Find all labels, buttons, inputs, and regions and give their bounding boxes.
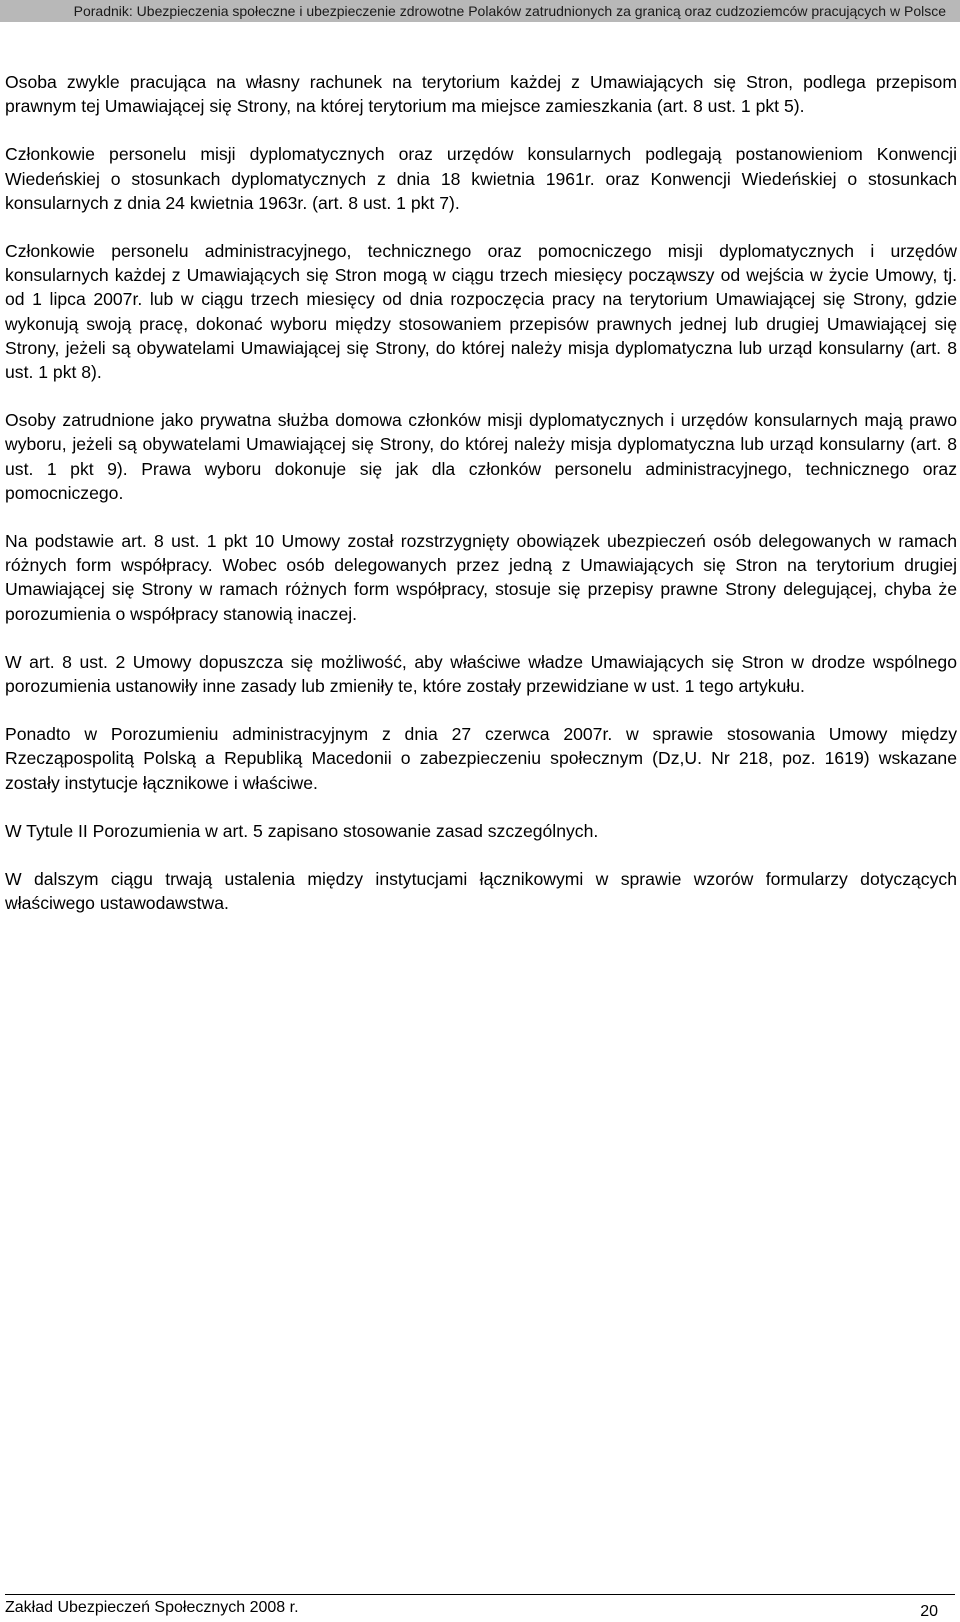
paragraph-administrative-agreement: Ponadto w Porozumieniu administracyjnym z dnia 27 czerwca 2007r. w sprawie stosowania Umowy między Rzecząpospolitą Polską a Republiką Macedonii o zabezpieczeniu społecznym (Dz,U. Nr 218, poz. 1619) wskazane zostały instytucje łącznikowe i właściwe. <box>5 724 957 793</box>
paragraph-article-8-2: W art. 8 ust. 2 Umowy dopuszcza się możliwość, aby właściwe władze Umawiających się Stron w drodze wspólnego porozumienia ustanowiły inne zasady lub zmieniły te, które zostały przewidziane w ust. 1 tego artykułu. <box>5 651 957 697</box>
paragraph-domestic-service: Osoby zatrudnione jako prywatna służba domowa członków misji dyplomatycznych i urzędów konsularnych mają prawo wyboru, jeżeli są obywatelami Umawiającej się Strony, do której należy misja dyplomatyczna lub urząd konsularny (art. 8 ust. 1 pkt 9). Prawa wyboru dokonuje się jak dla członków personelu administracyjnego, technicznego oraz pomocniczego. <box>5 410 957 503</box>
paragraph-self-employed: Osoba zwykle pracująca na własny rachunek na terytorium każdej z Umawiających się Stron, podlega przepisom prawnym tej Umawiającej się Strony, na której terytorium ma miejsce zamieszkania (art. 8 ust. 1 pkt 5). <box>5 72 957 117</box>
page-header <box>0 0 960 22</box>
paragraph-title-2: W Tytule II Porozumienia w art. 5 zapisano stosowanie zasad szczególnych. <box>5 820 599 841</box>
document-body <box>5 70 957 939</box>
paragraph-forms: W dalszym ciągu trwają ustalenia między instytucjami łącznikowymi w sprawie wzorów formularzy dotyczących właściwego ustawodawstwa. <box>5 869 957 914</box>
page-number: 20 <box>920 1603 938 1620</box>
paragraph-diplomatic-staff: Członkowie personelu misji dyplomatycznych oraz urzędów konsularnych podlegają postanowieniom Konwencji Wiedeńskiej o stosunkach dyplomatycznych z dnia 18 kwietnia 1961r. oraz Konwencji Wiedeńskiej o stosunkach konsularnych z dnia 24 kwietnia 1963r. (art. 8 ust. 1 pkt 7). <box>5 144 957 213</box>
paragraph-delegated-persons: Na podstawie art. 8 ust. 1 pkt 10 Umowy został rozstrzygnięty obowiązek ubezpieczeń osób delegowanych w ramach różnych form współpracy. Wobec osób delegowanych przez jedną z Umawiających się Stron na terytorium drugiej Umawiającej się Strony w ramach różnych form współpracy, stosuje się przepisy prawne Strony delegującej, chyba że porozumienia o współpracy stanowią inaczej. <box>5 531 957 624</box>
header-title: Poradnik: Ubezpieczenia społeczne i ubezpieczenie zdrowotne Polaków zatrudnionych za granicą oraz cudzoziemców pracujących w Polsce <box>73 3 946 19</box>
footer-divider <box>5 1594 955 1595</box>
paragraph-administrative-staff: Członkowie personelu administracyjnego, technicznego oraz pomocniczego misji dyplomatycznych i urzędów konsularnych każdej z Umawiających się Stron mogą w ciągu trzech miesięcy począwszy od wejścia w życie Umowy, tj. od 1 lipca 2007r. lub w ciągu trzech miesięcy od dnia rozpoczęcia pracy na terytorium Umawiającej się Strony, gdzie wykonują swoją pracę, dokonać wyboru między stosowaniem przepisów prawnych jednej lub drugiej Umawiającej się Strony, jeżeli są obywatelami Umawiającej się Strony, do której należy misja dyplomatyczna lub urząd konsularny (art. 8 ust. 1 pkt 8). <box>5 241 957 383</box>
footer-publisher: Zakład Ubezpieczeń Społecznych 2008 r. <box>5 1599 299 1616</box>
